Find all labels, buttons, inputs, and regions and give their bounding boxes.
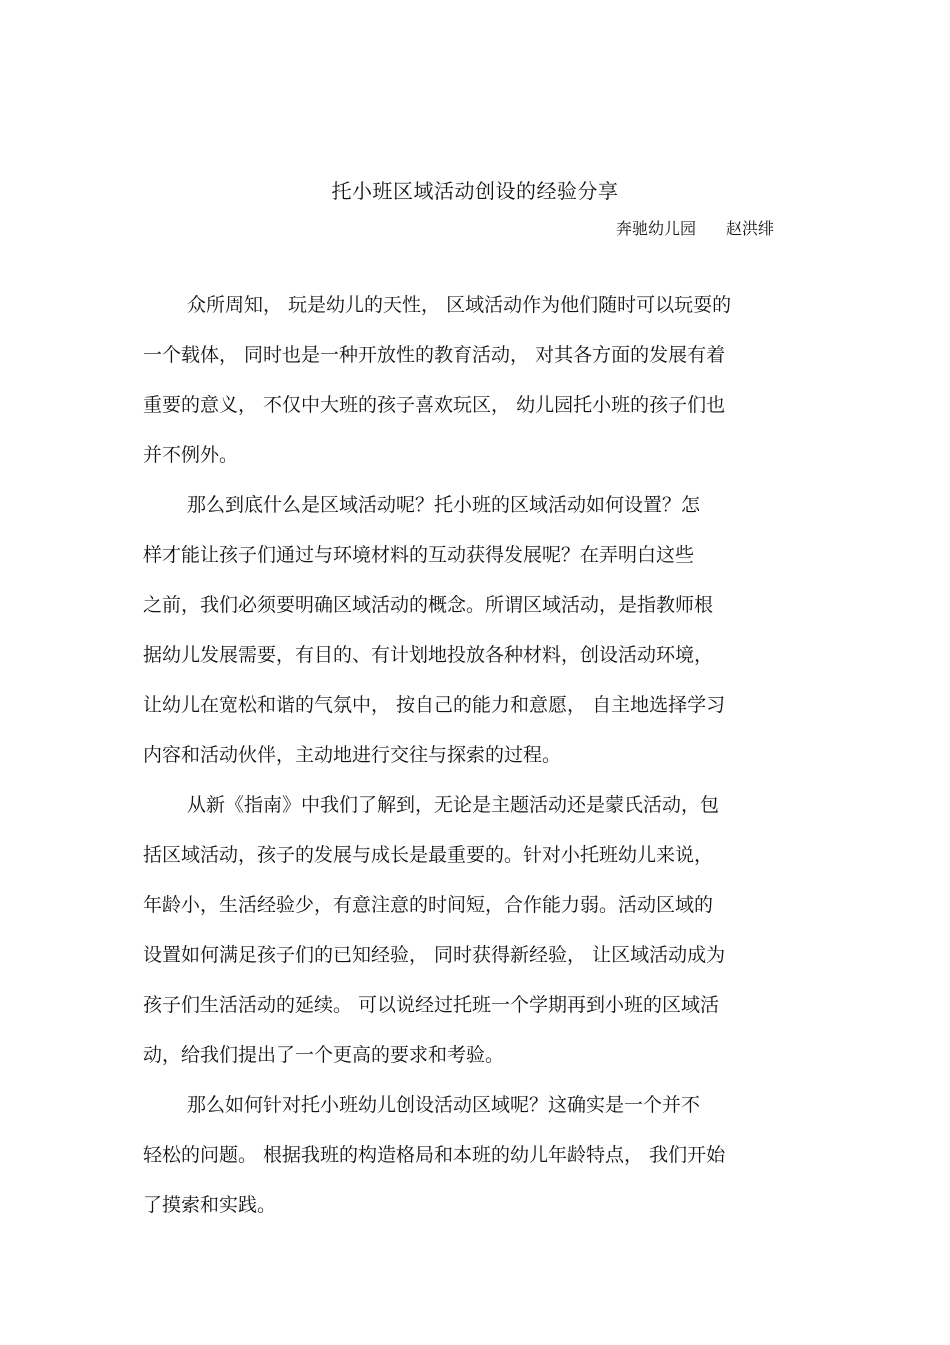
text-line: 轻松的问题。 根据我班的构造格局和本班的幼儿年龄特点， 我们开始 <box>143 1144 726 1166</box>
text-line: 动，给我们提出了一个更高的要求和考验。 <box>143 1044 505 1066</box>
text-line: 内容和活动伙伴，主动地进行交往与探索的过程。 <box>143 744 562 766</box>
text-line: 之前，我们必须要明确区域活动的概念。所谓区域活动，是指教师根 <box>143 594 714 616</box>
text-line: 一个载体， 同时也是一种开放性的教育活动， 对其各方面的发展有着 <box>143 344 726 366</box>
author-school: 奔驰幼儿园 <box>615 219 696 238</box>
author-byline <box>616 217 774 241</box>
text-line: 了摸索和实践。 <box>143 1194 277 1216</box>
text-line: 据幼儿发展需要，有目的、有计划地投放各种材料，创设活动环境， <box>143 644 714 666</box>
text-line: 众所周知， 玩是幼儿的天性， 区域活动作为他们随时可以玩耍的 <box>187 294 732 316</box>
text-line: 让幼儿在宽松和谐的气氛中， 按自己的能力和意愿， 自主地选择学习 <box>143 694 726 716</box>
text-line: 括区域活动，孩子的发展与成长是最重要的。针对小托班幼儿来说， <box>143 844 714 866</box>
text-line: 那么如何针对托小班幼儿创设活动区域呢？这确实是一个并不 <box>187 1094 701 1116</box>
text-line: 那么到底什么是区域活动呢？托小班的区域活动如何设置？怎 <box>187 494 701 516</box>
text-line: 设置如何满足孩子们的已知经验， 同时获得新经验， 让区域活动成为 <box>143 944 726 966</box>
author-name: 赵洪绯 <box>725 219 774 238</box>
text-line: 孩子们生活活动的延续。 可以说经过托班一个学期再到小班的区域活 <box>143 994 720 1016</box>
text-line: 从新《指南》中我们了解到，无论是主题活动还是蒙氏活动，包 <box>187 794 720 816</box>
text-line: 样才能让孩子们通过与环境材料的互动获得发展呢？在弄明白这些 <box>143 544 695 566</box>
document-title: 托小班区域活动创设的经验分享 <box>331 179 619 203</box>
text-line: 重要的意义， 不仅中大班的孩子喜欢玩区， 幼儿园托小班的孩子们也 <box>143 394 726 416</box>
document-body <box>143 280 808 1230</box>
text-line: 并不例外。 <box>143 444 239 466</box>
text-line: 年龄小，生活经验少，有意注意的时间短，合作能力弱。活动区域的 <box>143 894 714 916</box>
